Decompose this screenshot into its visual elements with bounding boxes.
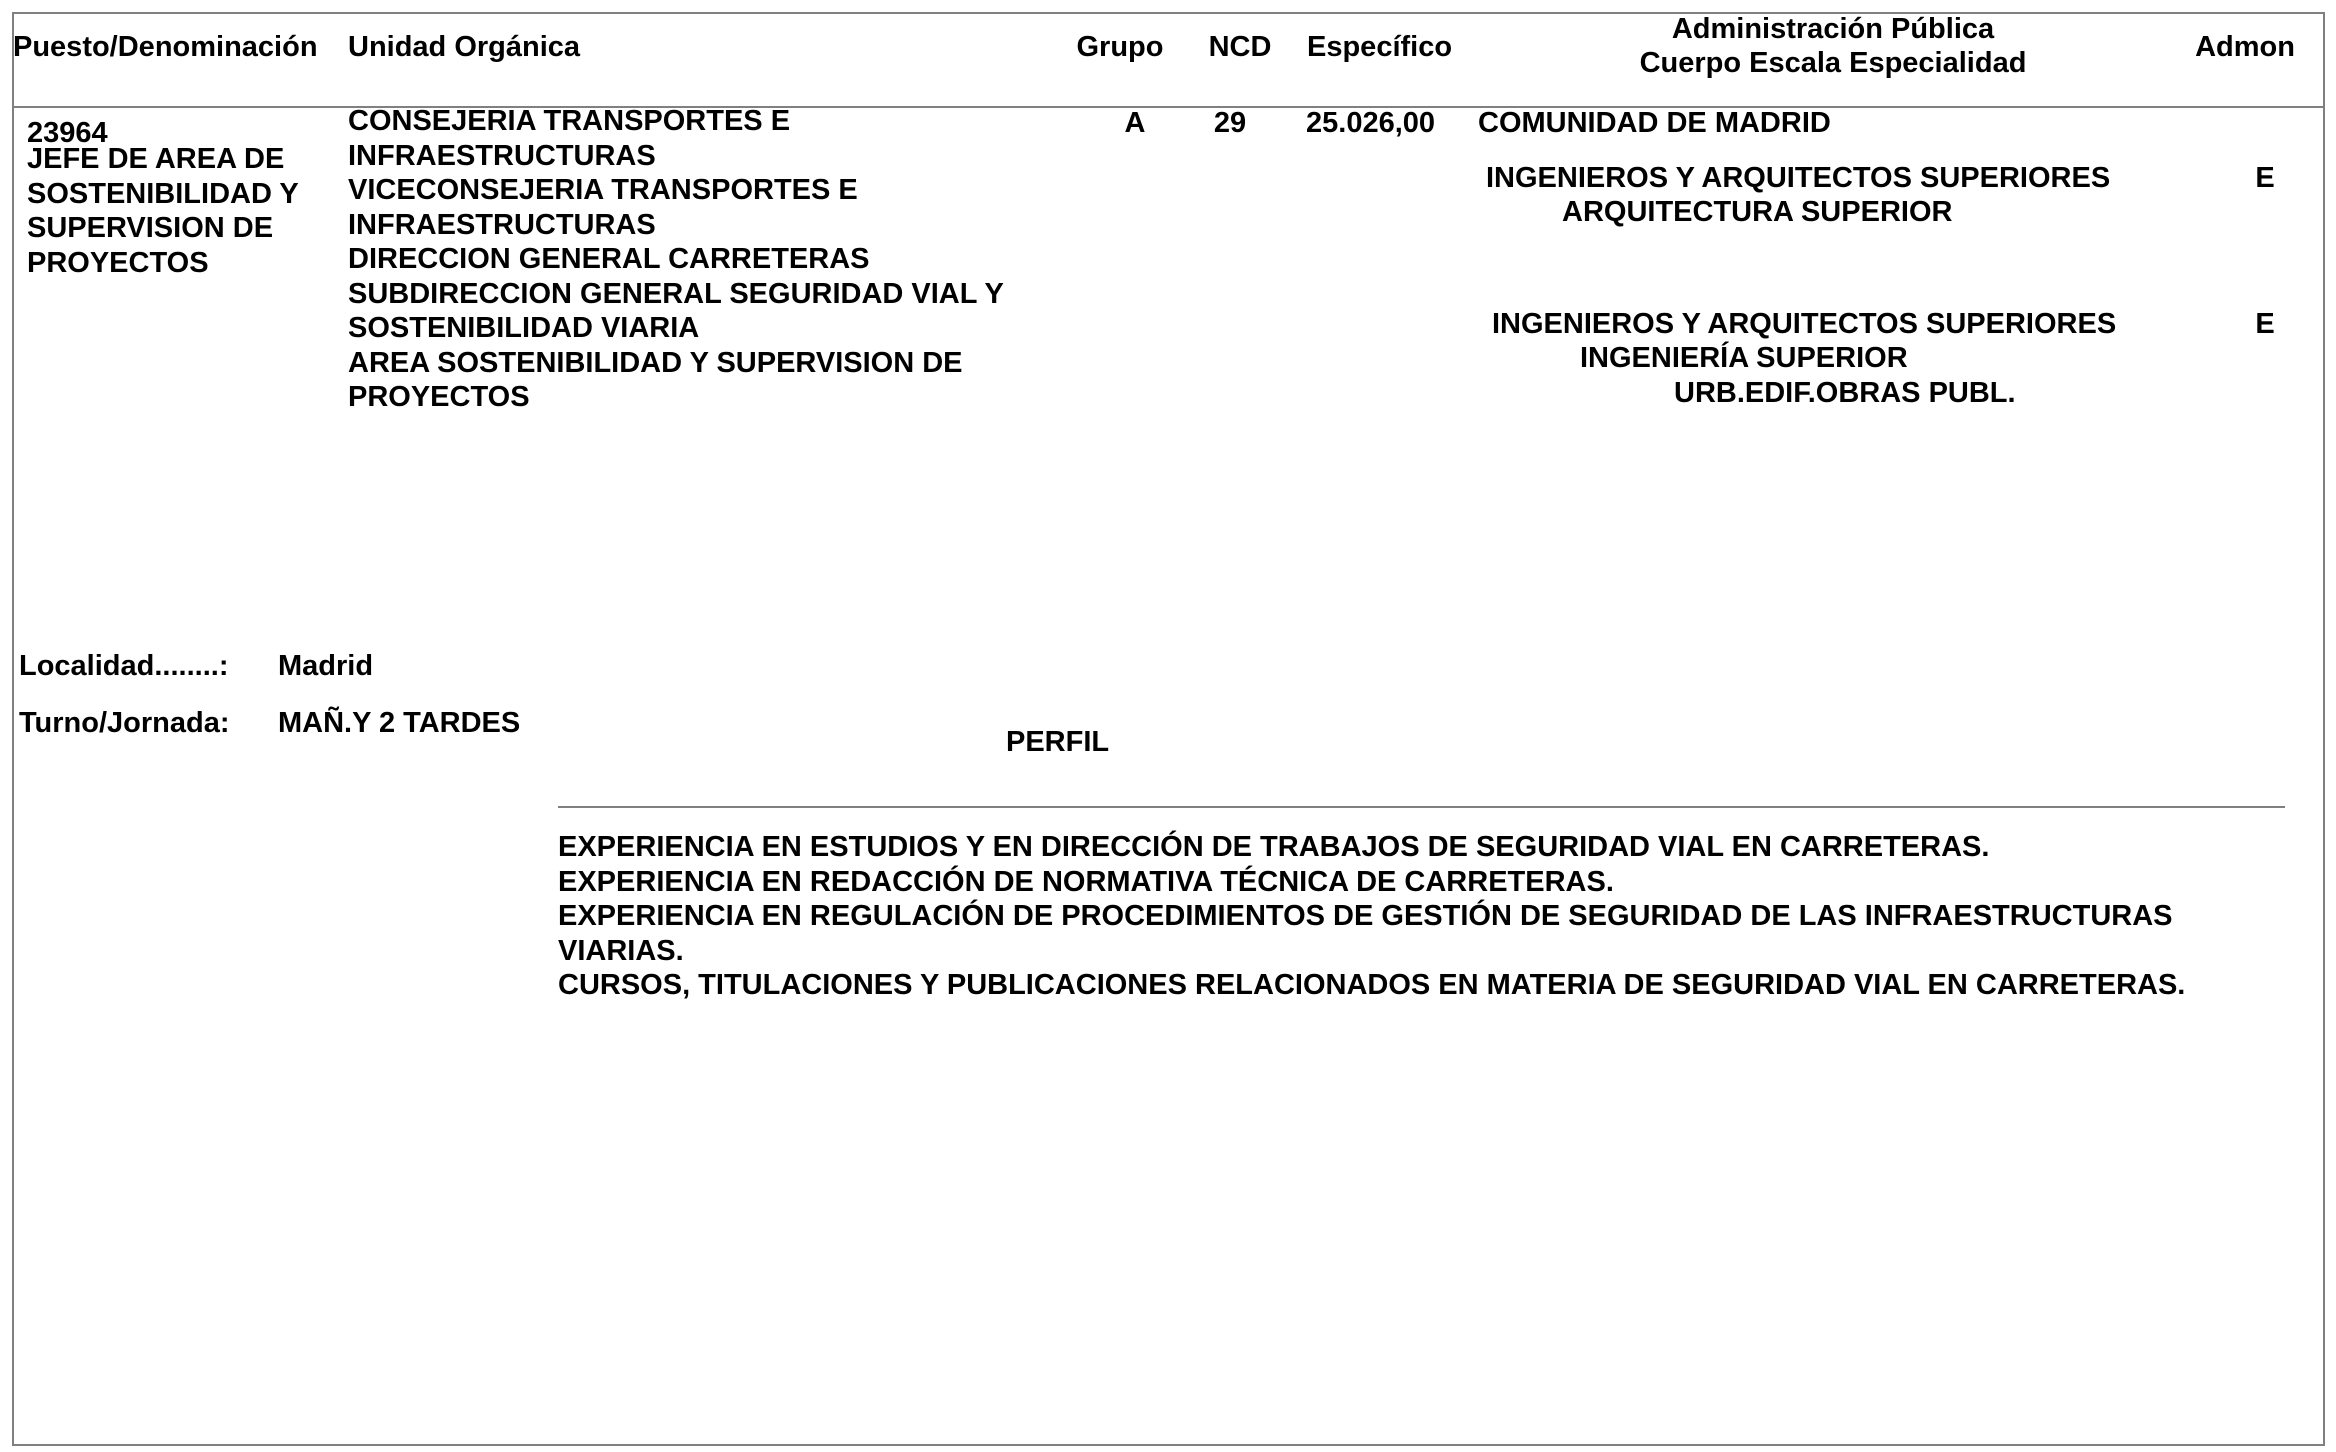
unidad-line: INFRAESTRUCTURAS	[348, 208, 656, 241]
header-puesto: Puesto/Denominación	[13, 31, 318, 63]
denominacion-line: SOSTENIBILIDAD Y	[27, 177, 299, 210]
header-grupo: Grupo	[1076, 31, 1164, 63]
admon-1: E	[2255, 162, 2275, 194]
denominacion-line: SUPERVISION DE	[27, 212, 274, 244]
ncd-value: 29	[1213, 107, 1247, 139]
perfil-line: CURSOS, TITULACIONES Y PUBLICACIONES RELACIONADOS EN MATERIA DE SEGURIDAD VIAL EN CARRETERAS.	[558, 969, 2186, 1001]
denominacion-line: JEFE DE AREA DE	[27, 143, 285, 175]
unidad-line: AREA SOSTENIBILIDAD Y SUPERVISION DE	[348, 346, 963, 379]
cuerpo-2: INGENIEROS Y ARQUITECTOS SUPERIORES	[1492, 308, 2117, 340]
perfil-line: EXPERIENCIA EN REDACCIÓN DE NORMATIVA TÉCNICA DE CARRETERAS.	[558, 865, 1614, 898]
perfil-line: EXPERIENCIA EN ESTUDIOS Y EN DIRECCIÓN DE TRABAJOS DE SEGURIDAD VIAL EN CARRETERAS.	[558, 831, 1990, 863]
header-cuerpo-escala: Cuerpo Escala Especialidad	[1639, 47, 2027, 79]
perfil-title: PERFIL	[1006, 726, 1110, 758]
header-unidad: Unidad Orgánica	[348, 31, 581, 63]
unidad-line: SUBDIRECCION GENERAL SEGURIDAD VIAL Y	[348, 277, 1004, 310]
unidad-line: CONSEJERIA TRANSPORTES E	[348, 105, 791, 137]
especialidad-2: URB.EDIF.OBRAS PUBL.	[1674, 377, 2016, 409]
grupo-value: A	[1124, 107, 1146, 139]
turno-value: MAÑ.Y 2 TARDES	[278, 707, 521, 739]
escala-2: INGENIERÍA SUPERIOR	[1580, 342, 1908, 374]
unidad-line: VICECONSEJERIA TRANSPORTES E	[348, 174, 858, 206]
header-ncd: NCD	[1208, 31, 1272, 63]
unidad-line: PROYECTOS	[348, 381, 530, 413]
header-especifico: Específico	[1307, 31, 1453, 63]
perfil-line: EXPERIENCIA EN REGULACIÓN DE PROCEDIMIENTOS DE GESTIÓN DE SEGURIDAD DE LAS INFRAESTRUCTURAS	[558, 900, 2173, 932]
escala-1: ARQUITECTURA SUPERIOR	[1562, 196, 1953, 228]
cuerpo-1: INGENIEROS Y ARQUITECTOS SUPERIORES	[1486, 162, 2111, 194]
turno-label: Turno/Jornada:	[19, 707, 230, 739]
puesto-code: 23964	[27, 117, 108, 149]
perfil-line: VIARIAS.	[558, 934, 684, 967]
unidad-line: DIRECCION GENERAL CARRETERAS	[348, 243, 870, 275]
unidad-line: INFRAESTRUCTURAS	[348, 139, 656, 172]
administracion-value: COMUNIDAD DE MADRID	[1478, 107, 1831, 139]
localidad-label: Localidad........:	[19, 650, 229, 682]
unidad-line: SOSTENIBILIDAD VIARIA	[348, 312, 700, 344]
header-admon: Admon	[2195, 31, 2295, 63]
denominacion-line: PROYECTOS	[27, 246, 209, 279]
admon-2: E	[2255, 308, 2275, 340]
perfil-divider	[558, 806, 2285, 808]
header-administracion: Administración Pública	[1671, 13, 1995, 45]
localidad-value: Madrid	[278, 650, 374, 682]
puesto-denominacion	[27, 142, 299, 280]
unidad-organica	[348, 104, 1004, 415]
perfil-text	[558, 830, 2185, 1003]
especifico-value: 25.026,00	[1306, 107, 1436, 139]
